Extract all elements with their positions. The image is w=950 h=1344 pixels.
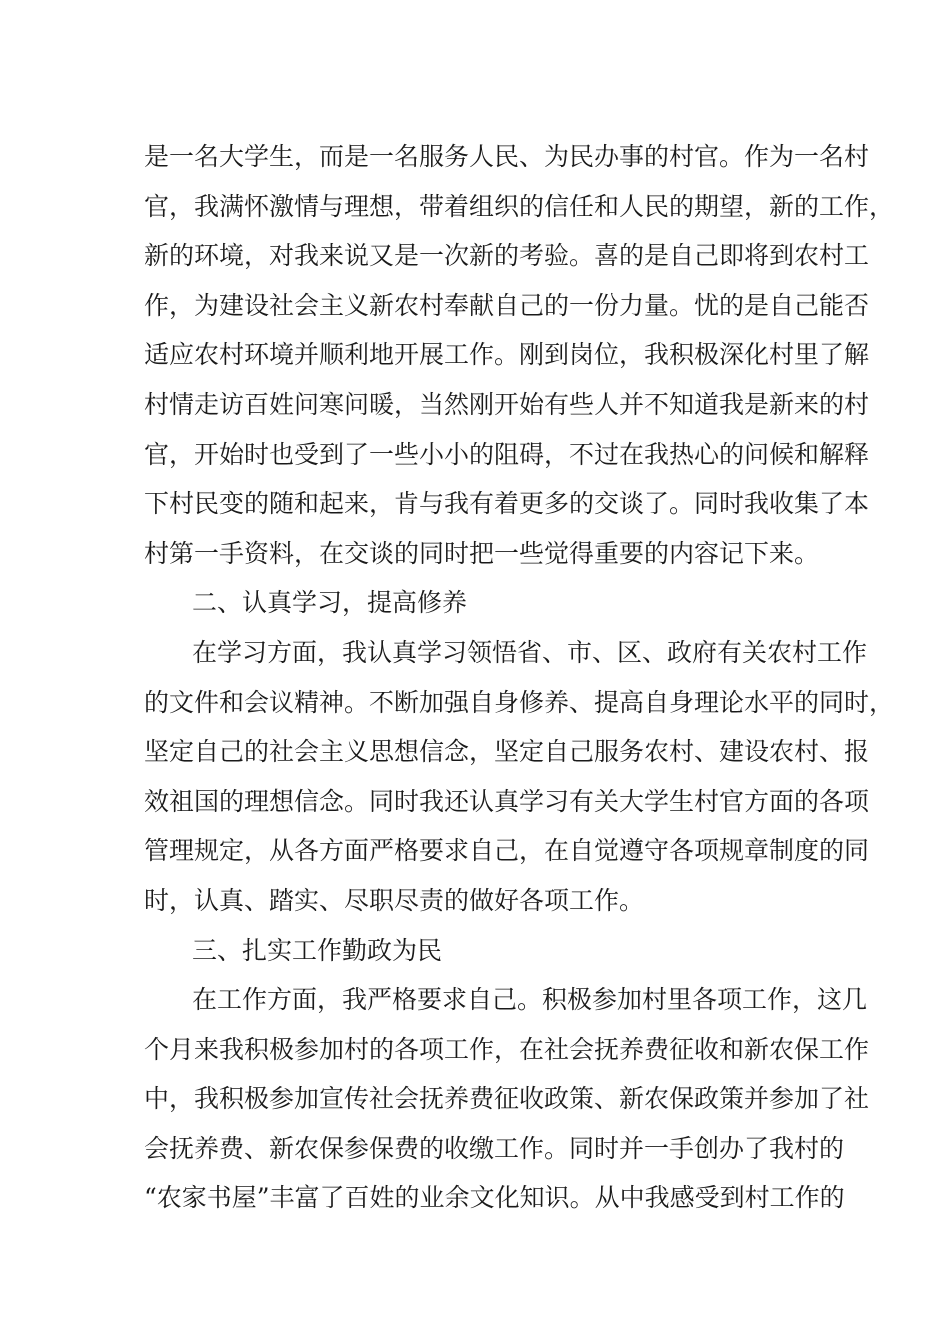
text-line: 坚定自己的社会主义思想信念，坚定自己服务农村、建设农村、报	[144, 737, 870, 767]
section-heading: 二、认真学习，提高修养	[192, 588, 468, 618]
section-heading: 三、扎实工作勤政为民	[192, 935, 443, 965]
text-line: 个月来我积极参加村的各项工作，在社会抚养费征收和新农保工作	[144, 1034, 870, 1064]
text-line: 在工作方面，我严格要求自己。积极参加村里各项工作，这几	[192, 985, 868, 1015]
text-line: 的文件和会议精神。不断加强自身修养、提高自身理论水平的同时，	[144, 687, 895, 717]
text-line: 在学习方面，我认真学习领悟省、市、区、政府有关农村工作	[192, 637, 868, 667]
text-line: 是一名大学生，而是一名服务人民、为民办事的村官。作为一名村	[144, 142, 870, 171]
text-line: 下村民变的随和起来，肯与我有着更多的交谈了。同时我收集了本	[144, 489, 870, 519]
text-line: 官，开始时也受到了一些小小的阻碍，不过在我热心的问候和解释	[144, 439, 870, 469]
text-line: 时，认真、踏实、尽职尽责的做好各项工作。	[144, 885, 645, 915]
text-line: 管理规定，从各方面严格要求自己，在自觉遵守各项规章制度的同	[144, 836, 870, 866]
text-line: 作，为建设社会主义新农村奉献自己的一份力量。忧的是自己能否	[144, 290, 870, 320]
text-line: 会抚养费、新农保参保费的收缴工作。同时并一手创办了我村的	[144, 1133, 845, 1163]
text-line: “农家书屋”丰富了百姓的业余文化知识。从中我感受到村工作的	[144, 1183, 845, 1213]
text-line: 中，我积极参加宣传社会抚养费征收政策、新农保政策并参加了社	[144, 1084, 870, 1114]
document-body	[144, 132, 895, 1223]
text-line: 村情走访百姓问寒问暖，当然刚开始有些人并不知道我是新来的村	[144, 389, 870, 419]
text-line: 新的环境，对我来说又是一次新的考验。喜的是自己即将到农村工	[144, 241, 870, 271]
text-line: 效祖国的理想信念。同时我还认真学习有关大学生村官方面的各项	[144, 786, 870, 816]
text-line: 村第一手资料，在交谈的同时把一些觉得重要的内容记下来。	[144, 538, 820, 568]
text-line: 适应农村环境并顺利地开展工作。刚到岗位，我积极深化村里了解	[144, 340, 870, 370]
text-line: 官，我满怀激情与理想，带着组织的信任和人民的期望，新的工作，	[144, 191, 895, 221]
